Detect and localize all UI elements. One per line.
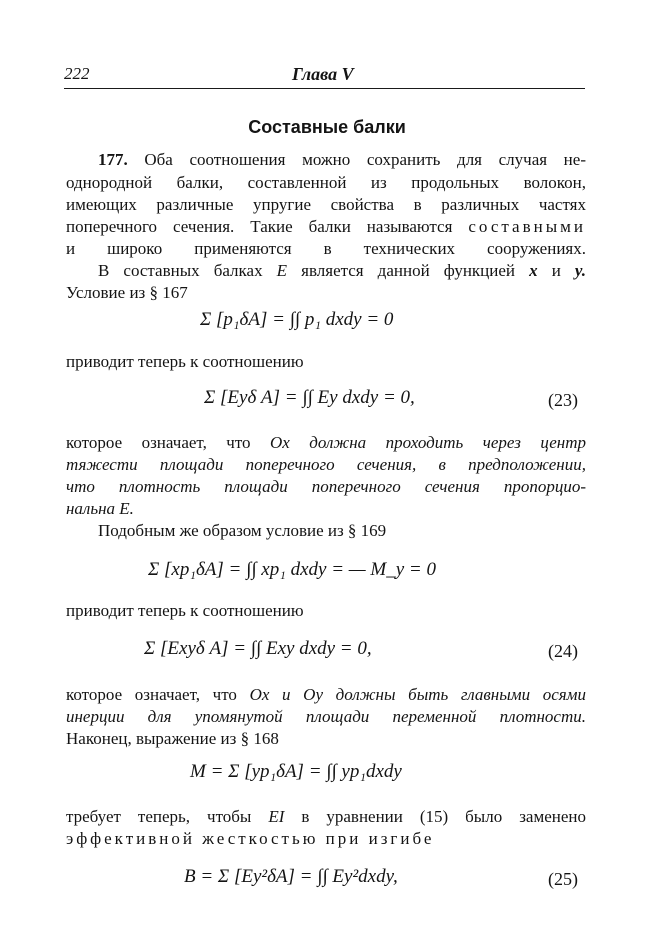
para-6-line-1 bbox=[66, 806, 586, 828]
text-leads-to-2: приводит теперь к соотношению bbox=[66, 601, 304, 620]
para-3-line-4: нальна E. bbox=[66, 499, 134, 518]
para-5-line-1 bbox=[66, 684, 586, 706]
spaced-term: составными bbox=[468, 217, 586, 236]
text-run: требует теперь, чтобы bbox=[66, 807, 252, 826]
text-run: поперечного сечения. Такие балки называются bbox=[66, 217, 453, 236]
page-number: 222 bbox=[64, 64, 90, 83]
paragraph-number: 177. bbox=[98, 150, 128, 169]
para-3-line-1 bbox=[66, 432, 586, 454]
italic-run: Ox и Oy должны быть главными осями bbox=[249, 685, 587, 704]
para-5-line-3: Наконец, выражение из § 168 bbox=[66, 729, 279, 748]
symbol-x: x bbox=[529, 261, 538, 280]
formula-c: M = Σ [yp₁δA] = ∫∫ yp₁dxdy bbox=[190, 761, 402, 782]
para-177-line-1 bbox=[98, 149, 586, 171]
chapter-title: Глава V bbox=[292, 64, 354, 84]
para-2-line-2: Условие из § 167 bbox=[66, 283, 188, 302]
symbol-y: y. bbox=[574, 261, 587, 280]
para-177-line-2: однородной балки, составленной из продольных волокон, bbox=[66, 173, 586, 192]
symbol-E: E bbox=[276, 261, 288, 280]
text-run: которое означает, что bbox=[66, 685, 237, 704]
para-177-line-3: имеющих различные упругие свойства в различных частях bbox=[66, 195, 586, 214]
para-6-line-2: эффективной жесткостью при изгибе bbox=[66, 829, 435, 848]
formula-25: B = Σ [Ey²δA] = ∫∫ Ey²dxdy, bbox=[184, 866, 398, 887]
header-rule bbox=[64, 88, 585, 89]
text-run: является данной функцией bbox=[301, 261, 516, 280]
formula-24: Σ [Exyδ A] = ∫∫ Exy dxdy = 0, bbox=[144, 638, 372, 659]
para-177-line-5: и широко применяются в технических сооружениях. bbox=[66, 239, 586, 258]
equation-number-23: (23) bbox=[548, 390, 578, 410]
para-177-line-4 bbox=[66, 216, 586, 238]
text-run: В составных балках bbox=[98, 261, 263, 280]
text-run: Оба соотношения можно сохранить для случая не- bbox=[144, 150, 586, 169]
section-title: Составные балки bbox=[248, 117, 406, 137]
equation-number-24: (24) bbox=[548, 641, 578, 661]
text-run: в уравнении (15) было заменено bbox=[301, 807, 586, 826]
text-run: которое означает, что bbox=[66, 433, 251, 452]
para-5-line-2: инерции для упомянутой площади переменной плотности. bbox=[66, 707, 586, 726]
formula-b: Σ [xp₁δA] = ∫∫ xp₁ dxdy = — M_y = 0 bbox=[148, 559, 436, 580]
para-2-line-1 bbox=[98, 260, 586, 282]
equation-number-25: (25) bbox=[548, 869, 578, 889]
formula-a: Σ [p₁δA] = ∫∫ p₁ dxdy = 0 bbox=[200, 309, 394, 330]
para-3-line-2: тяжести площади поперечного сечения, в предположении, bbox=[66, 455, 586, 474]
text-run: и bbox=[551, 261, 561, 280]
formula-23: Σ [Eyδ A] = ∫∫ Ey dxdy = 0, bbox=[204, 387, 415, 408]
para-4: Подобным же образом условие из § 169 bbox=[98, 521, 387, 540]
text-leads-to-1: приводит теперь к соотношению bbox=[66, 352, 304, 371]
symbol-EI: EI bbox=[268, 807, 285, 826]
para-3-line-3: что плотность площади поперечного сечения пропорцио- bbox=[66, 477, 586, 496]
italic-run: Ox должна проходить через центр bbox=[270, 433, 586, 452]
